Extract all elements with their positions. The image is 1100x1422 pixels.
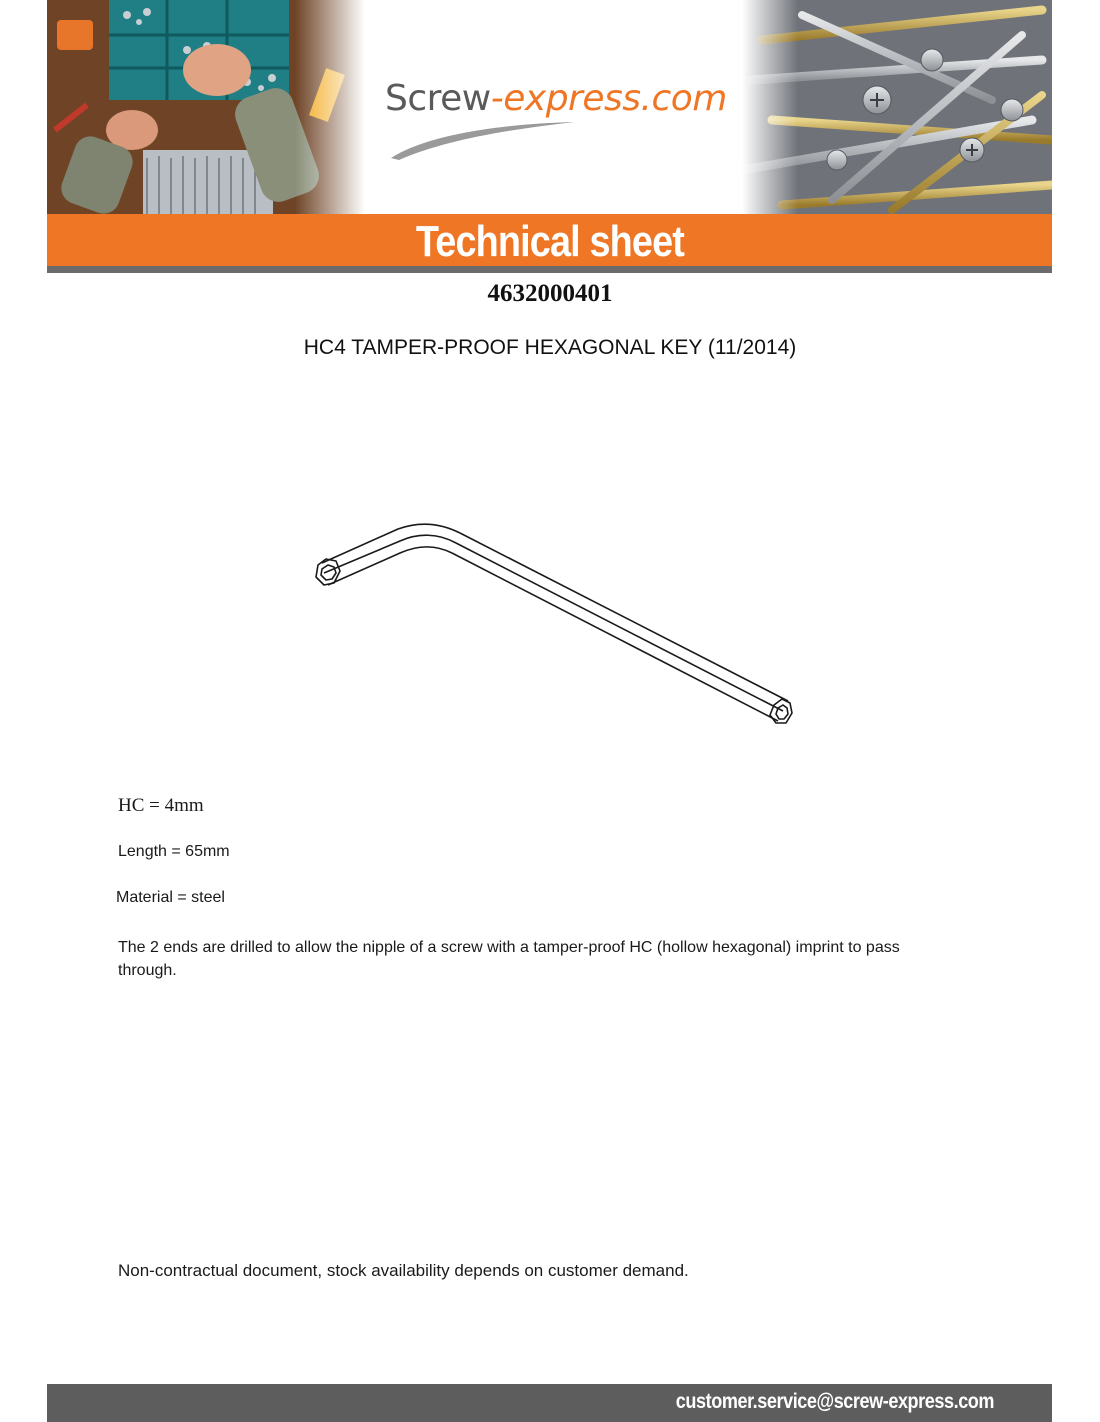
sheet-title: Technical sheet: [415, 217, 684, 266]
logo-swoosh-icon: [385, 116, 585, 161]
product-reference: 4632000401: [487, 280, 613, 307]
customer-service-email-link[interactable]: customer.service@screw-express.com: [675, 1390, 994, 1413]
workshop-photo: [47, 0, 365, 214]
disclaimer-text: Non-contractual document, stock availability depends on customer demand.: [118, 1261, 689, 1280]
banner-divider: [47, 266, 1052, 273]
logo-text-primary: Screw: [385, 78, 491, 119]
product-description: The 2 ends are drilled to allow the nipple of a screw with a tamper-proof HC (hollow hexagonal) imprint to pass through.: [118, 939, 900, 979]
footer-bar: [47, 1384, 1052, 1422]
hex-key-illustration: [300, 515, 800, 735]
logo-text-secondary: -express.com: [490, 78, 727, 119]
technical-sheet-banner: [47, 214, 1052, 266]
product-title: HC4 TAMPER-PROOF HEXAGONAL KEY (11/2014): [303, 336, 797, 359]
header-banner: [47, 0, 1052, 214]
spec-length: Length = 65mm: [118, 843, 230, 860]
screws-photo: [742, 0, 1052, 214]
spec-hc: HC = 4mm: [118, 795, 204, 816]
site-logo[interactable]: [385, 78, 735, 168]
spec-material: Material = steel: [116, 889, 225, 906]
